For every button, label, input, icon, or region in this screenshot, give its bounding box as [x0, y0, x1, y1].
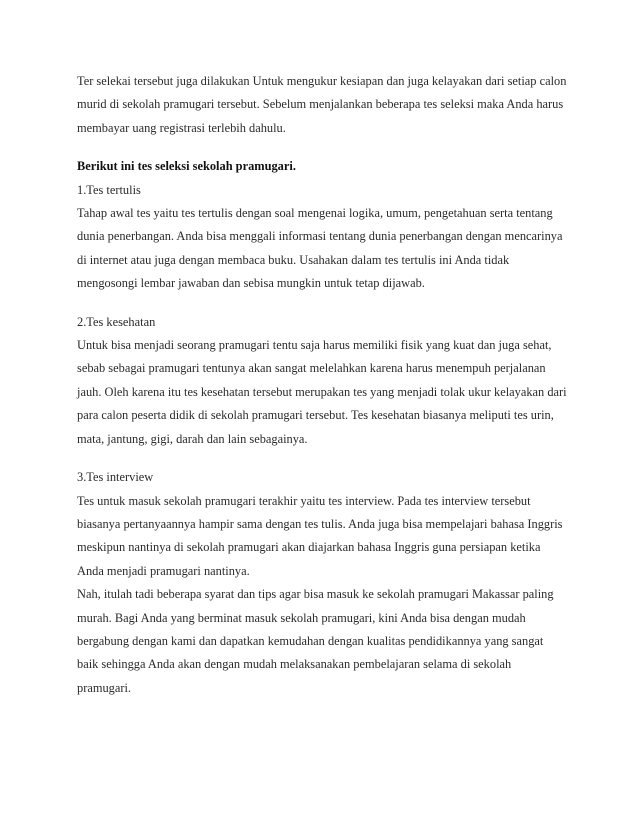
section-title-tes-interview: 3.Tes interview: [77, 470, 154, 485]
section-body-tes-interview: Tes untuk masuk sekolah pramugari terakhir yaitu tes interview. Pada tes interview tersebut biasanya pertanyaannya hampir sama dengan tes tulis. Anda juga bisa mempelajari bahasa Inggris meskipun nantinya di sekolah pramugari akan diajarkan bahasa Inggris guna persiapan ketika Anda menjadi pramugari nantinya.: [77, 493, 563, 578]
intro-paragraph: Ter selekai tersebut juga dilakukan Untuk mengukur kesiapan dan juga kelayakan dari setiap calon murid di sekolah pramugari tersebut. Sebelum menjalankan beberapa tes seleksi maka Anda harus membayar uang registrasi terlebih dahulu.: [77, 74, 567, 135]
section-body-tes-kesehatan: Untuk bisa menjadi seorang pramugari tentu saja harus memiliki fisik yang kuat dan juga sehat, sebab sebagai pramugari tentunya akan sangat melelahkan karena harus menempuh perjalanan jauh. Oleh karena itu tes kesehatan tersebut merupakan tes yang menjadi tolak ukur kelayakan dari para calon peserta didik di sekolah pramugari tersebut. Tes kesehatan biasanya meliputi tes urin, mata, jantung, gigi, darah dan lain sebagainya.: [77, 338, 567, 446]
section-title-tes-kesehatan: 2.Tes kesehatan: [77, 314, 156, 329]
document-page: [77, 70, 567, 700]
section-list-heading: Berikut ini tes seleksi sekolah pramugari.: [77, 159, 296, 174]
paragraph-gap: [77, 451, 567, 466]
section-title-tes-tertulis: 1.Tes tertulis: [77, 182, 141, 197]
paragraph-gap: [77, 140, 567, 155]
closing-paragraph: Nah, itulah tadi beberapa syarat dan tips agar bisa masuk ke sekolah pramugari Makassar paling murah. Bagi Anda yang berminat masuk sekolah pramugari, kini Anda bisa dengan mudah bergabung dengan kami dan dapatkan kemudahan dengan kualitas pendidikannya yang sangat baik sehingga Anda akan dengan mudah melaksanakan pembelajaran selama di sekolah pramugari.: [77, 587, 554, 695]
section-body-tes-tertulis: Tahap awal tes yaitu tes tertulis dengan soal mengenai logika, umum, pengetahuan serta tentang dunia penerbangan. Anda bisa menggali informasi tentang dunia penerbangan dengan mencarinya di internet atau juga dengan membaca buku. Usahakan dalam tes tertulis ini Anda tidak mengosongi lembar jawaban dan sebisa mungkin untuk tetap dijawab.: [77, 206, 563, 291]
paragraph-gap: [77, 296, 567, 311]
